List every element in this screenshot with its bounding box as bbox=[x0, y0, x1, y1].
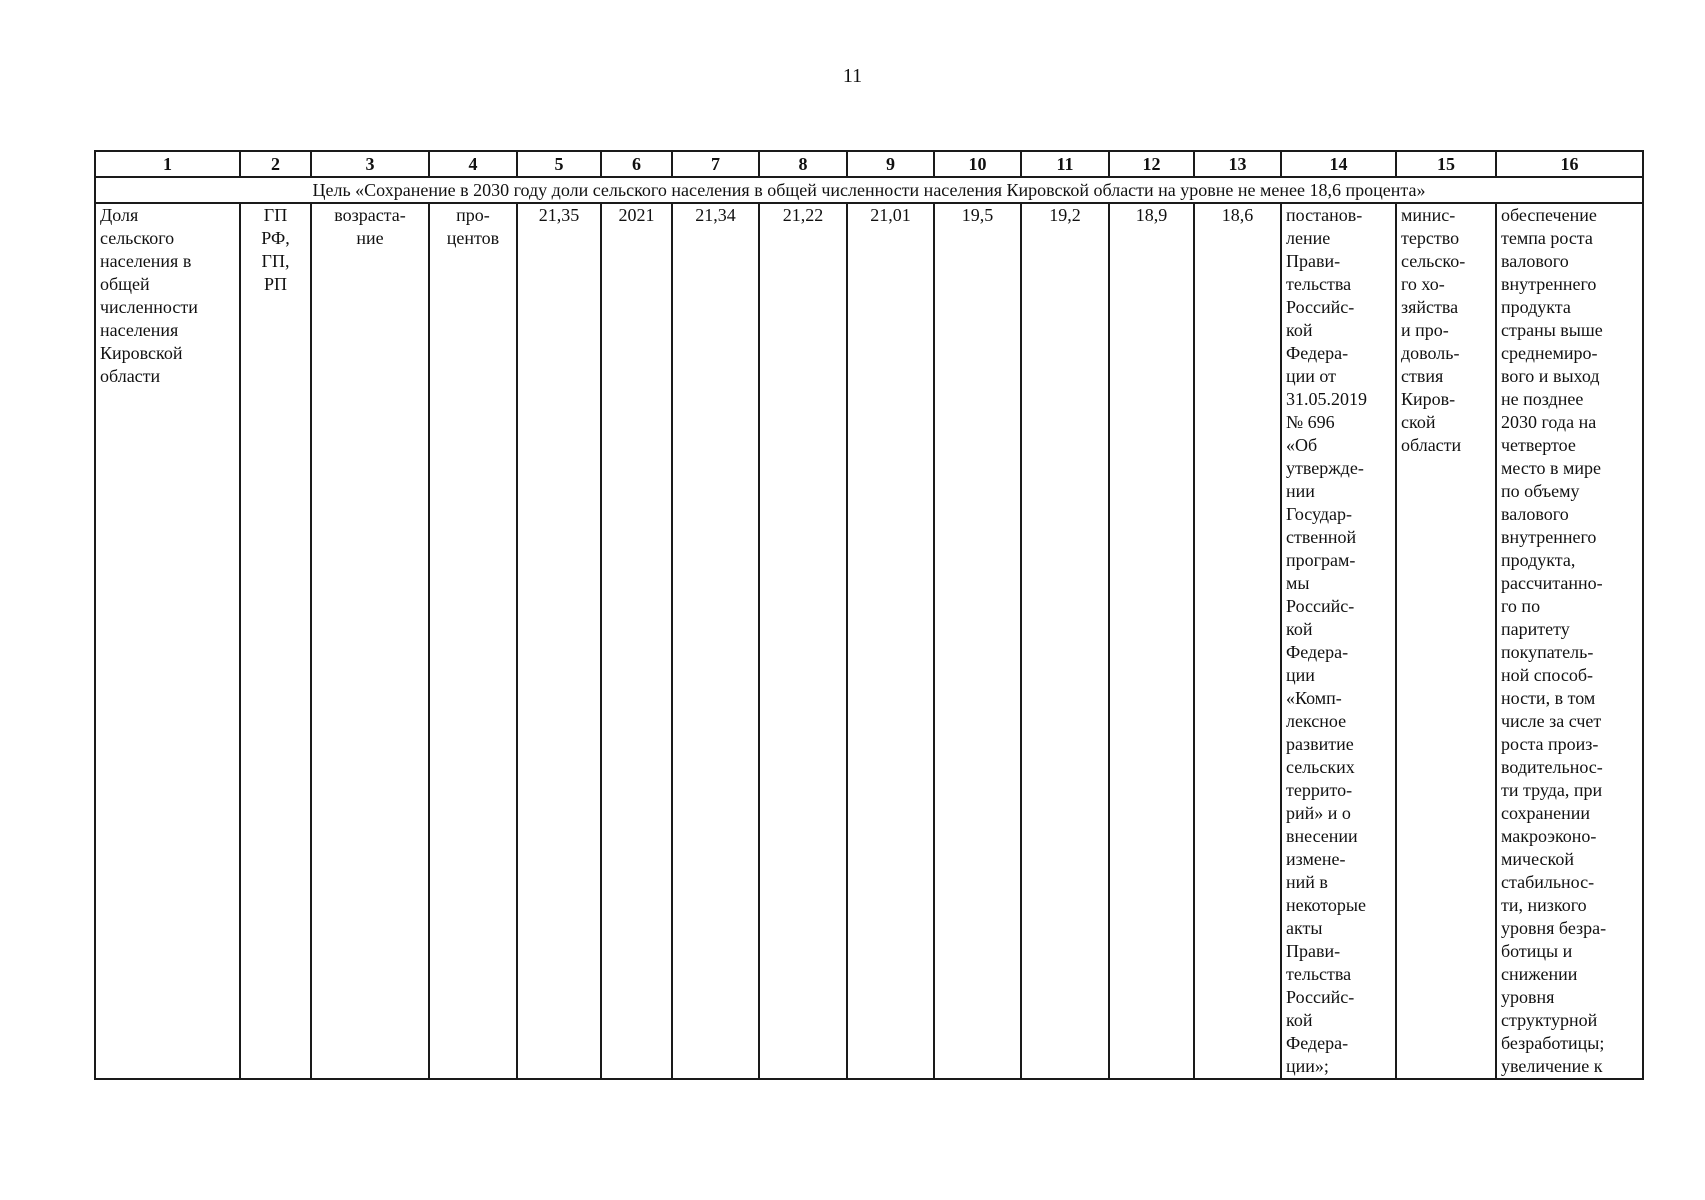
column-number: 5 bbox=[517, 151, 601, 177]
unit-cell: про- центов bbox=[429, 203, 517, 1079]
trend-cell: возраста- ние bbox=[311, 203, 429, 1079]
column-number: 10 bbox=[934, 151, 1021, 177]
responsible-body-cell: минис- терство сельско- го хо- зяйства и про- доволь- ствия Киров- ской области bbox=[1396, 203, 1496, 1079]
document-reference-cell: постанов- ление Прави- тельства Российс- кой Федера- ции от 31.05.2019 № 696 «Об утвержде- нии Государ- ственной програм- мы Российс- кой Федера- ции «Комп- лексное развитие сельских террито- рий» и о внесении измене- ний в некоторые акты Прави- тельства Российс- кой Федера- ции»; bbox=[1281, 203, 1396, 1079]
column-number: 1 bbox=[95, 151, 240, 177]
column-number: 13 bbox=[1194, 151, 1281, 177]
value-cell: 19,5 bbox=[934, 203, 1021, 1079]
goal-text: Цель «Сохранение в 2030 году доли сельского населения в общей численности населения Кировской области на уровне не менее 18,6 процента» bbox=[95, 177, 1643, 203]
base-year-cell: 2021 bbox=[601, 203, 672, 1079]
value-cell: 19,2 bbox=[1021, 203, 1109, 1079]
indicator-name-cell: Доля сельского населения в общей численности населения Кировской области bbox=[95, 203, 240, 1079]
value-cell: 21,34 bbox=[672, 203, 759, 1079]
column-number: 4 bbox=[429, 151, 517, 177]
indicator-table bbox=[94, 150, 1644, 1080]
column-number: 14 bbox=[1281, 151, 1396, 177]
column-number: 16 bbox=[1496, 151, 1643, 177]
program-level-cell: ГП РФ, ГП, РП bbox=[240, 203, 311, 1079]
column-number-row bbox=[95, 151, 1643, 177]
column-number: 9 bbox=[847, 151, 934, 177]
column-number: 11 bbox=[1021, 151, 1109, 177]
column-number: 12 bbox=[1109, 151, 1194, 177]
column-number: 3 bbox=[311, 151, 429, 177]
goal-row bbox=[95, 177, 1643, 203]
value-cell: 21,22 bbox=[759, 203, 847, 1079]
page-number: 11 bbox=[842, 65, 863, 87]
value-cell: 18,6 bbox=[1194, 203, 1281, 1079]
column-number: 2 bbox=[240, 151, 311, 177]
base-value-cell: 21,35 bbox=[517, 203, 601, 1079]
column-number: 8 bbox=[759, 151, 847, 177]
value-cell: 18,9 bbox=[1109, 203, 1194, 1079]
column-number: 15 bbox=[1396, 151, 1496, 177]
column-number: 7 bbox=[672, 151, 759, 177]
column-number: 6 bbox=[601, 151, 672, 177]
table-row bbox=[95, 203, 1643, 1079]
national-goal-link-cell: обеспечение темпа роста валового внутреннего продукта страны выше среднемиро- вого и выход не позднее 2030 года на четвертое место в мире по объему валового внутреннего продукта, рассчитанно- го по паритету покупатель- ной способ- ности, в том числе за счет роста произ- водительнос- ти труда, при сохранении макроэконо- мической стабильнос- ти, низкого уровня безра- ботицы и снижении уровня структурной безработицы; увеличение к bbox=[1496, 203, 1643, 1079]
value-cell: 21,01 bbox=[847, 203, 934, 1079]
